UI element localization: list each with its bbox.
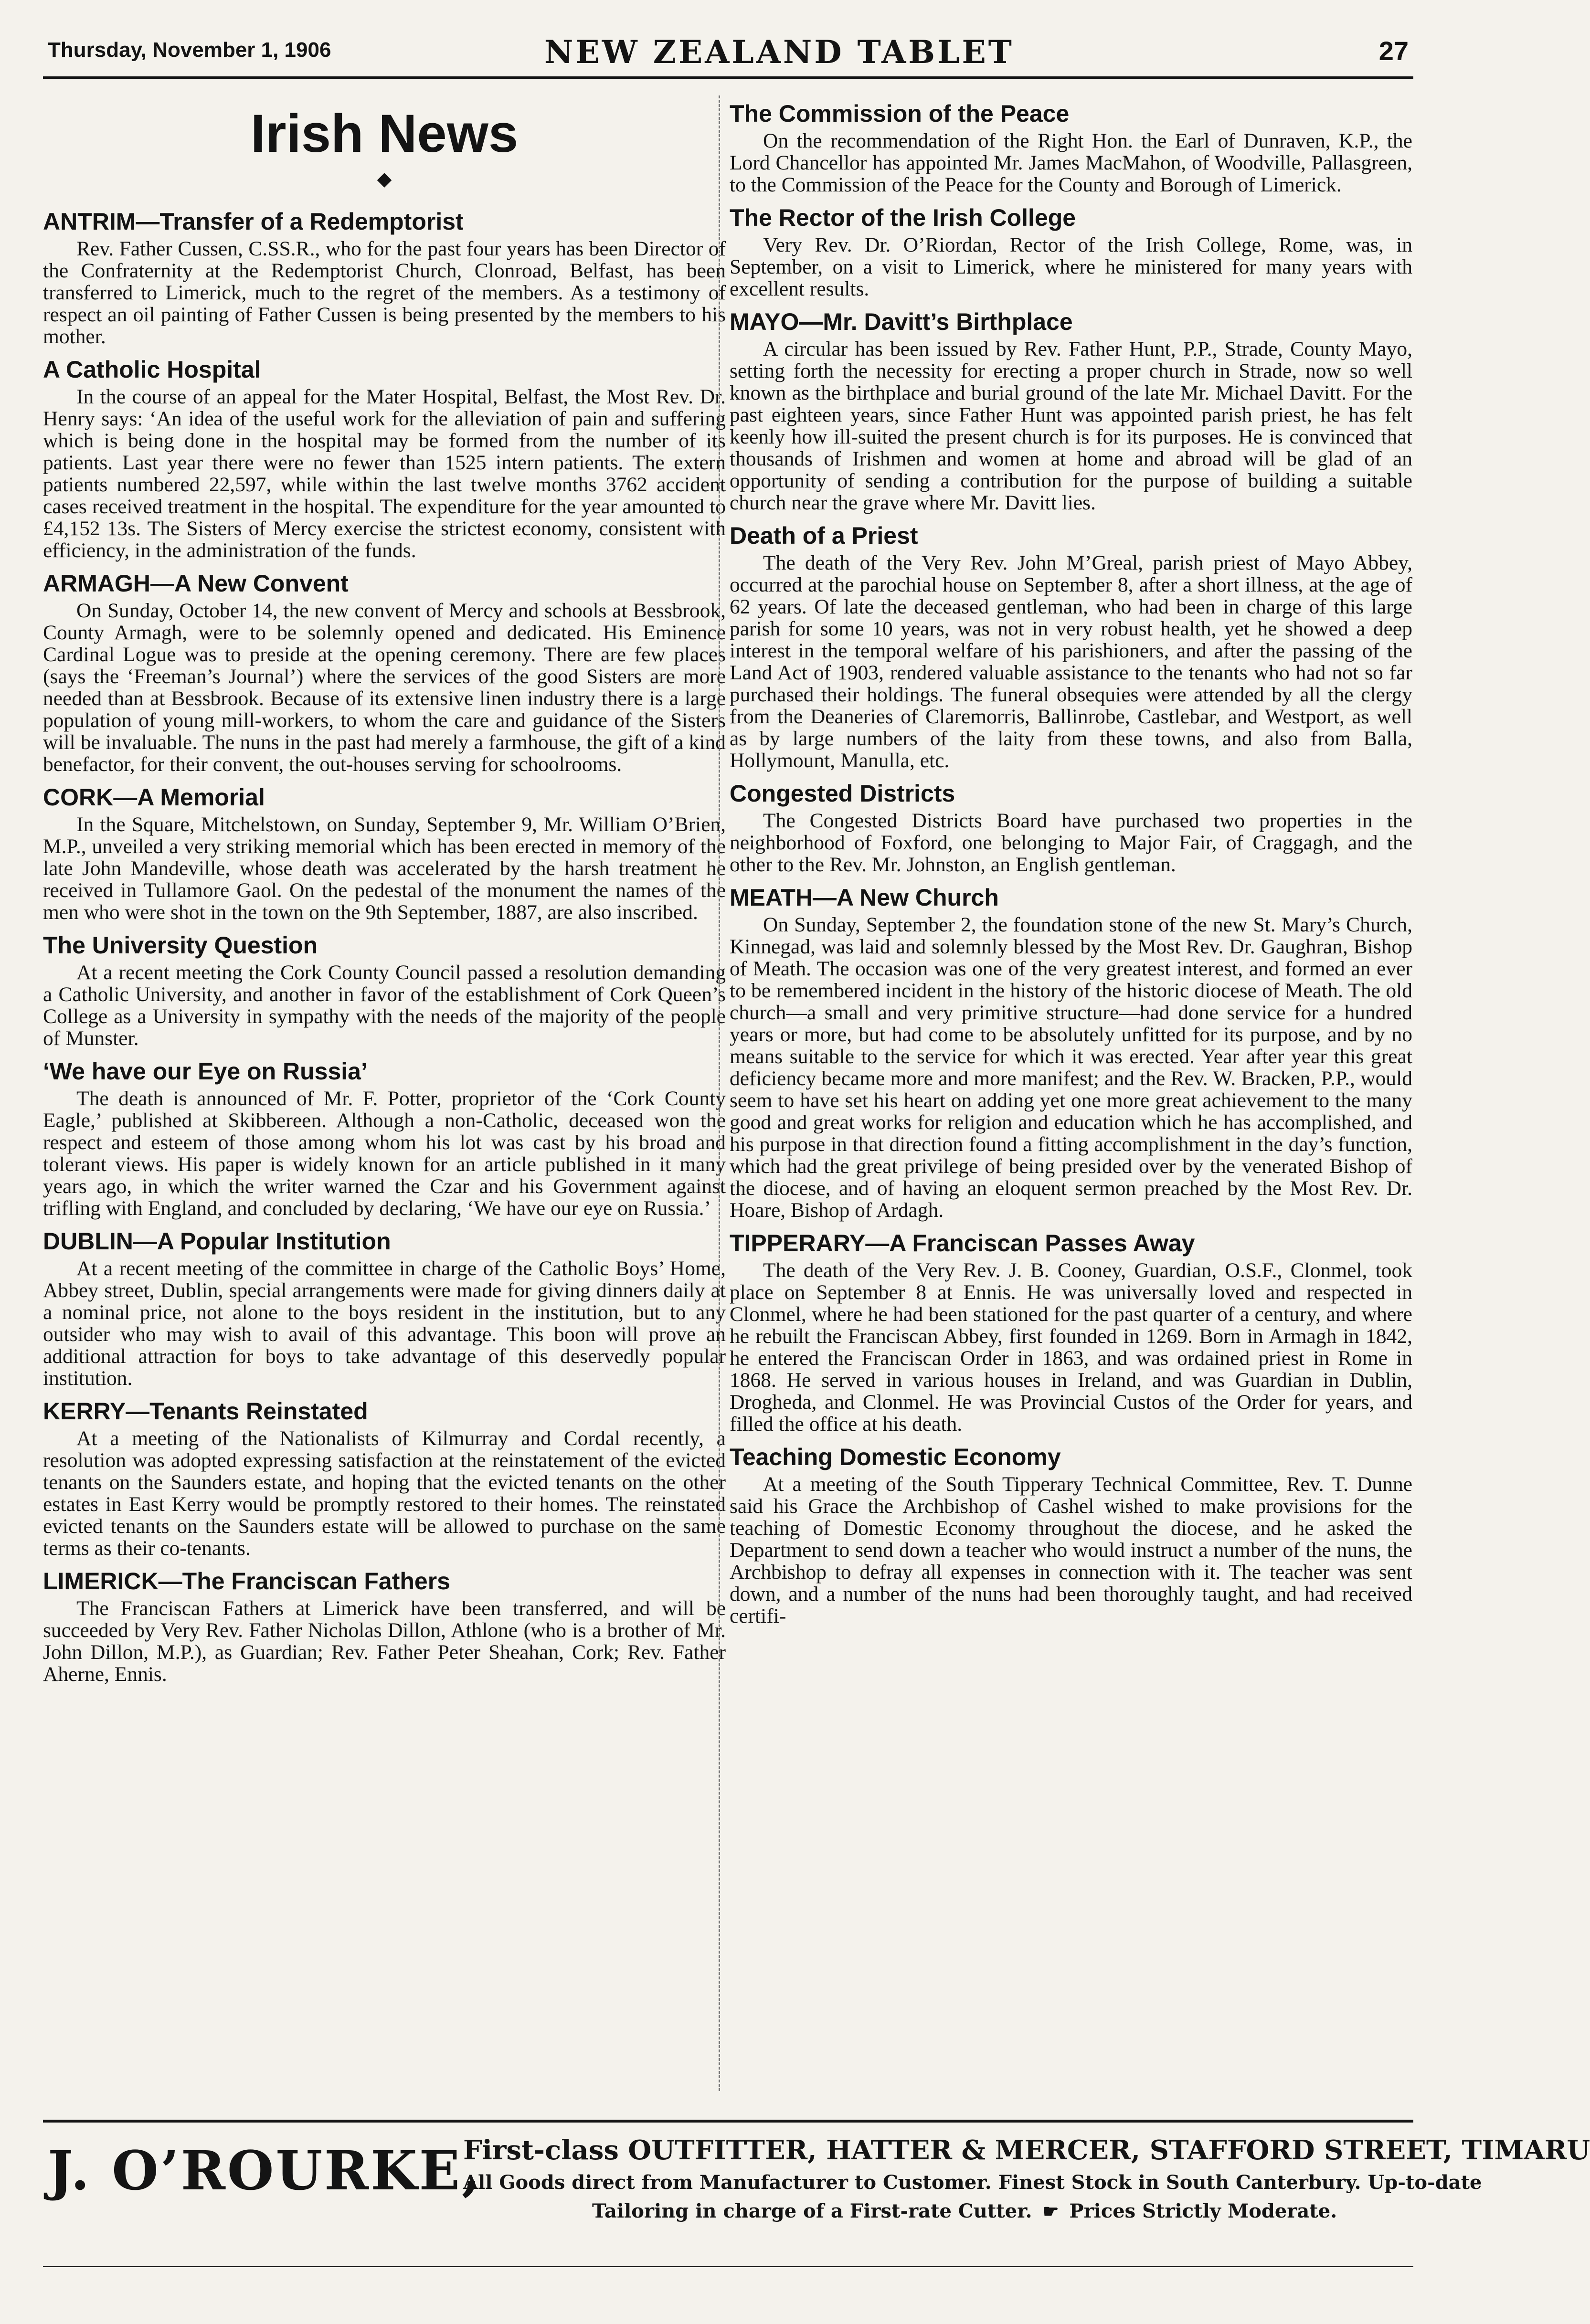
advert-line-tailoring: [463, 2197, 1409, 2226]
diamond-ornament-icon: ◆: [377, 168, 392, 190]
article-paragraph: At a recent meeting the Cork County Council passed a resolution demanding a Catholic University, and another in favor of the establishment of Cork Queen’s College as a University in sympathy with the needs of the majority of the people of Munster.: [43, 961, 726, 1050]
article-heading: DUBLIN—A Popular Institution: [43, 1228, 391, 1255]
article-paragraph: The Franciscan Fathers at Limerick have been transferred, and will be succeeded by Very Rev. Father Nicholas Dillon, Athlone (who is a brother of Mr. John Dillon, M.P.), as Guardian; Rev. Father Peter Sheahan, Cork; Rev. Father Aherne, Ennis.: [43, 1597, 726, 1686]
issue-date: Thursday, November 1, 1906: [48, 38, 331, 62]
page-header: [43, 33, 1413, 79]
article-heading: Teaching Domestic Economy: [730, 1444, 1061, 1470]
article-paragraph: A circular has been issued by Rev. Father Hunt, P.P., Strade, County Mayo, setting forth the necessity for erecting a proper church in Strade, now so well known as the birthplace and burial ground of the late Mr. Michael Davitt. For the past eighteen years, since Father Hunt was appointed parish priest, he has felt keenly how ill-suited the present church is for its purposes. He is convinced that thousands of Irishmen and women at home and abroad will be glad of an opportunity of sending a contribution for the purpose of building a suitable church near the grave where Mr. Davitt lies.: [730, 338, 1412, 514]
right-column: [719, 95, 1412, 2091]
advert-goods-text: All Goods direct from Manufacturer to Customer.: [463, 2171, 992, 2194]
article-paragraph: On the recommendation of the Right Hon. the Earl of Dunraven, K.P., the Lord Chancellor has appointed Mr. James MacMahon, of Woodville, Pallasgreen, to the Commission of the Peace for the County and Borough of Limerick.: [730, 129, 1412, 196]
article-heading: Death of a Priest: [730, 522, 918, 549]
article-paragraph: The death of the Very Rev. J. B. Cooney, Guardian, O.S.F., Clonmel, took place on September 8 at Ennis. He was universally loved and respected in Clonmel, where he had been stationed for the past quarter of a century, and where he rebuilt the Franciscan Abbey, first founded in 1269. Born in Armagh in 1842, he entered the Franciscan Order in 1863, and was ordained priest in Rome in 1868. He served in various houses in Ireland, and was Guardian in Dublin, Drogheda, and Clonmel. He was Provincial Custos of the Order for years, and filled the office at his death.: [730, 1259, 1412, 1436]
advert-uptodate-text: Up-to-date: [1367, 2171, 1482, 2194]
article-paragraph: In the Square, Mitchelstown, on Sunday, September 9, Mr. William O’Brien, M.P., unveiled a very striking memorial which has been erected in memory of the late John Mandeville, whose death was accelerated by the harsh treatment he received in Tullamore Gaol. On the pedestal of the monument the names of the men who were shot in the town on the 9th September, 1887, are also inscribed.: [43, 813, 726, 924]
pointing-hand-icon: ☛: [1042, 2200, 1059, 2222]
article-heading: ‘We have our Eye on Russia’: [43, 1058, 368, 1085]
article-heading: CORK—A Memorial: [43, 784, 265, 811]
advertisement: [43, 2120, 1590, 2267]
article-paragraph: The Congested Districts Board have purchased two properties in the neighborhood of Foxford, one belonging to Major Fair, of Craggagh, and the other to the Rev. Mr. Johnston, an English gentleman.: [730, 809, 1412, 876]
article-heading: MEATH—A New Church: [730, 884, 999, 911]
advert-tailoring-text: Tailoring in charge of a First-rate Cutter.: [592, 2200, 1032, 2222]
article-paragraph: At a meeting of the South Tipperary Technical Committee, Rev. T. Dunne said his Grace the Archbishop of Cashel wished to make provisions for the teaching of Domestic Economy throughout the diocese, and he asked the Department to send down a teacher who would instruct a number of the nuns, the Archbishop to defray all expenses in connection with it. The teacher was sent down, and a number of the nuns had been thoroughly taught, and had received certifi-: [730, 1473, 1412, 1627]
article-paragraph: Very Rev. Dr. O’Riordan, Rector of the Irish College, Rome, was, in September, on a visit to Limerick, where he ministered for many years with excellent results.: [730, 233, 1412, 300]
advert-line-outfitter: First-class OUTFITTER, HATTER & MERCER, STAFFORD STREET, TIMARU: [463, 2134, 1590, 2166]
article-paragraph: On Sunday, September 2, the foundation stone of the new St. Mary’s Church, Kinnegad, was laid and solemnly blessed by the Most Rev. Dr. Gaughran, Bishop of Meath. The occasion was one of the very greatest interest, and formed an ever to be remembered incident in the history of the historic diocese of Meath. The old church—a small and very primitive structure—had done service for a hundred years or more, but had come to be absolutely unfitted for its purpose, and by no means suitable to the service for which it was erected. Year after year this great deficiency became more and more manifest; and the Rev. W. Bracken, P.P., would seem to have set his heart on adding yet one more great achievement to the many good and great works for religion and education which he has accomplished, and his purpose in that direction found a fitting accomplishment in the day’s function, which had the great privilege of being presided over by the venerated Bishop of the diocese, and of having an eloquent sermon preached by the Most Rev. Dr. Hoare, Bishop of Ardagh.: [730, 913, 1412, 1222]
advertisement-text: [463, 2132, 1590, 2226]
article-heading: KERRY—Tenants Reinstated: [43, 1398, 368, 1425]
article-heading: MAYO—Mr. Davitt’s Birthplace: [730, 308, 1073, 335]
article-paragraph: The death of the Very Rev. John M’Greal, parish priest of Mayo Abbey, occurred at the parochial house on September 8, after a short illness, at the age of 62 years. Of late the deceased gentleman, who had been in charge of this large parish for some 10 years, was not in very robust health, yet he showed a deep interest in the temporal welfare of his parishioners, and after the passing of the Land Act of 1903, rendered valuable assistance to the tenants who had not so far purchased their holdings. The funeral obsequies were attended by all the clergy from the Deaneries of Claremorris, Ballinrobe, Castlebar, and Westport, as well as by large numbers of the laity from these towns, and also from Balla, Hollymount, Manulla, etc.: [730, 551, 1412, 772]
article-heading: TIPPERARY—A Franciscan Passes Away: [730, 1230, 1195, 1257]
advert-stock-text: Finest Stock in South Canterbury.: [998, 2171, 1361, 2194]
left-column: [43, 95, 726, 2091]
article-heading: Congested Districts: [730, 780, 955, 807]
article-paragraph: On Sunday, October 14, the new convent of Mercy and schools at Bessbrook, County Armagh, were to be solemnly opened and dedicated. His Eminence Cardinal Logue was to preside at the opening ceremony. There are few places (says the ‘Freeman’s Journal’) where the services of the good Sisters are more needed than at Bessbrook. Because of its extensive linen industry there is a large population of young mill-workers, to whom the care and guidance of the Sisters will be invaluable. The nuns in the past had merely a farmhouse, the gift of a kind benefactor, for their convent, the out-houses serving for schoolrooms.: [43, 599, 726, 776]
article-heading: The Commission of the Peace: [730, 100, 1070, 127]
article-paragraph: Rev. Father Cussen, C.SS.R., who for the past four years has been Director of the Confraternity at the Redemptorist Church, Clonroad, Belfast, has been transferred to Limerick, much to the regret of the members. As a testimony of respect an oil painting of Father Cussen is being presented by the members to his mother.: [43, 237, 726, 348]
article-heading: ARMAGH—A New Convent: [43, 570, 349, 597]
advert-line-goods: [463, 2168, 1482, 2197]
masthead-title: NEW ZEALAND TABLET: [544, 33, 1014, 71]
advert-prices-text: Prices Strictly Moderate.: [1069, 2200, 1337, 2222]
article-heading: The Rector of the Irish College: [730, 204, 1076, 231]
advertiser-name: J. O’ROURKE,: [48, 2140, 482, 2202]
article-paragraph: In the course of an appeal for the Mater Hospital, Belfast, the Most Rev. Dr. Henry says: ‘An idea of the useful work for the alleviation of pain and suffering which is being done in the hospital may be formed from the number of its patients. Last year there were no fewer than 1525 intern patients. The extern patients numbered 22,597, while within the last twelve months 3762 accident cases received treatment in the hospital. The expenditure for the year amounted to £4,152 13s. The Sisters of Mercy exercise the strictest economy, consistent with efficiency, in the administration of the funds.: [43, 385, 726, 562]
article-paragraph: At a recent meeting of the committee in charge of the Catholic Boys’ Home, Abbey street, Dublin, special arrangements were made for giving dinners daily at a nominal price, not alone to the boys resident in the institution, but to any outsider who may wish to avail of this advantage. This boon will prove an additional attraction for boys to take advantage of this deservedly popular institution.: [43, 1257, 726, 1390]
article-heading: The University Question: [43, 932, 318, 959]
article-paragraph: At a meeting of the Nationalists of Kilmurray and Cordal recently, a resolution was adopted expressing satisfaction at the reinstatement of the evicted tenants on the Saunders estate, and hoping that the evicted tenants on the other estates in East Kerry would be promptly restored to their homes. The reinstated evicted tenants on the Saunders estate will be allowed to purchase on the same terms as their co-tenants.: [43, 1427, 726, 1560]
article-paragraph: The death is announced of Mr. F. Potter, proprietor of the ‘Cork County Eagle,’ published at Skibbereen. Although a non-Catholic, deceased won the respect and esteem of those among whom his lot was cast by his broad and tolerant views. His paper is widely known for an article published in it many years ago, in which the writer warned the Czar and his Government against trifling with England, and concluded by declaring, ‘We have our eye on Russia.’: [43, 1087, 726, 1220]
page-number: 27: [1378, 36, 1409, 66]
section-title: Irish News: [250, 104, 519, 163]
article-heading: LIMERICK—The Franciscan Fathers: [43, 1568, 450, 1595]
article-heading: ANTRIM—Transfer of a Redemptorist: [43, 208, 464, 235]
article-heading: A Catholic Hospital: [43, 356, 261, 383]
